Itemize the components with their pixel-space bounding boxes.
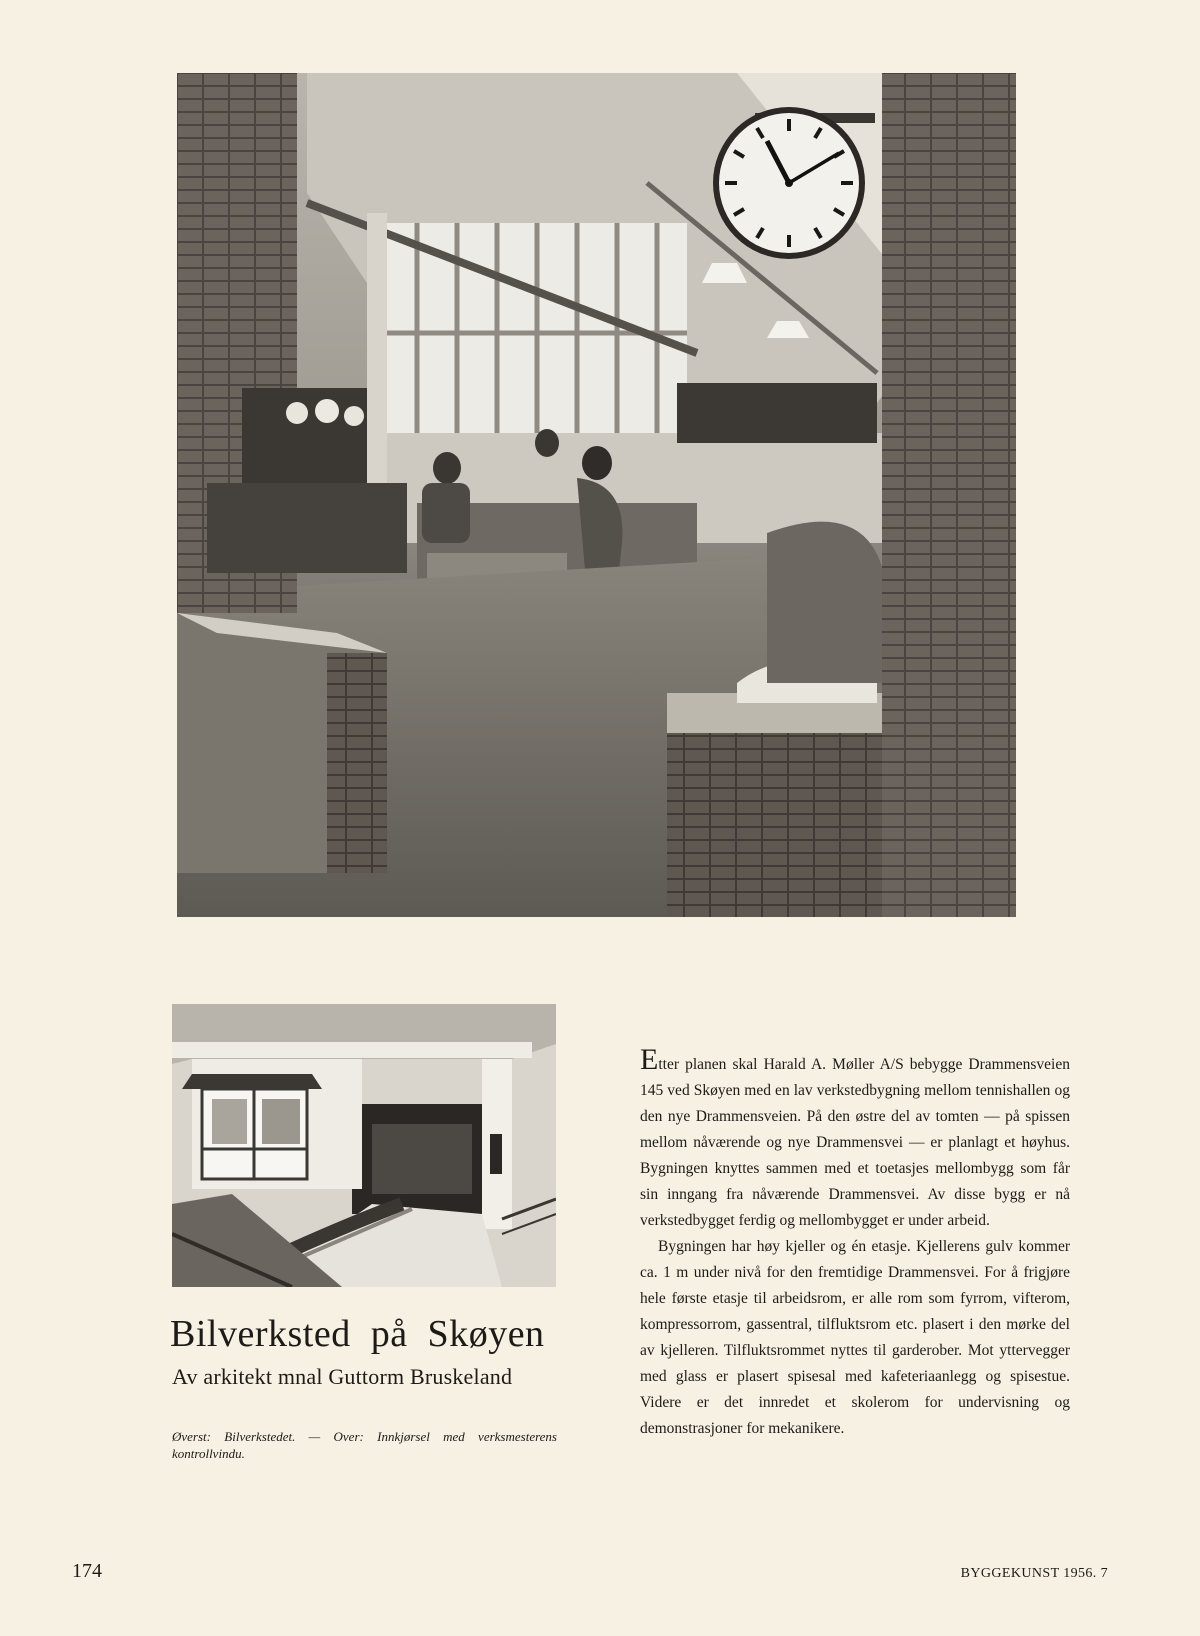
page-number: 174 [72, 1560, 102, 1582]
journal-issue: BYGGEKUNST 1956. 7 [960, 1566, 1108, 1581]
dropcap: E [640, 1043, 659, 1076]
paragraph-2: Bygningen har høy kjeller og én etasje. Kjellerens gulv kommer ca. 1 m under nivå for den fremtidige Drammensvei. For å frigjøre hele første etasje til arbeidsrom, er alle rom som fyrrom, vifterom, kompressorrom, gassentral, tilfluktsrom etc. plasert i den mørke del av kjelleren. Tilfluktsrommet nyttes til garderober. Mot yttervegger med glass er plasert spisesal med kafeteriaanlegg og spisestue. Videre er det innredet et skolerom for undervisning og demonstrasjoner for mekanikere. [640, 1238, 1070, 1437]
article-title: Bilverksted på Skøyen [170, 1313, 545, 1355]
article-body [640, 1043, 1070, 1442]
paragraph-1-text: tter planen skal Harald A. Møller A/S bebygge Drammensveien 145 ved Skøyen med en lav verkstedbygning mellom tennishallen og den nye Drammensveien. På den østre del av tomten — på spissen mellom nåværende og nye Drammensvei — er planlagt et høyhus. Bygningen knyttes sammen med et toetasjes mellombygg som får sin inngang fra nåværende Drammensvei. Av disse bygg er nå verkstedbygget ferdig og mellombygget er under arbeid. [640, 1056, 1070, 1229]
photo-caption: Øverst: Bilverkstedet. — Over: Innkjørsel med verksmesterens kontrollvindu. [172, 1429, 557, 1461]
article-subtitle: Av arkitekt mnal Guttorm Bruskeland [172, 1364, 513, 1389]
entrance-photo [172, 1004, 556, 1287]
workshop-photo [177, 73, 1016, 917]
paragraph-1 [640, 1043, 1070, 1234]
